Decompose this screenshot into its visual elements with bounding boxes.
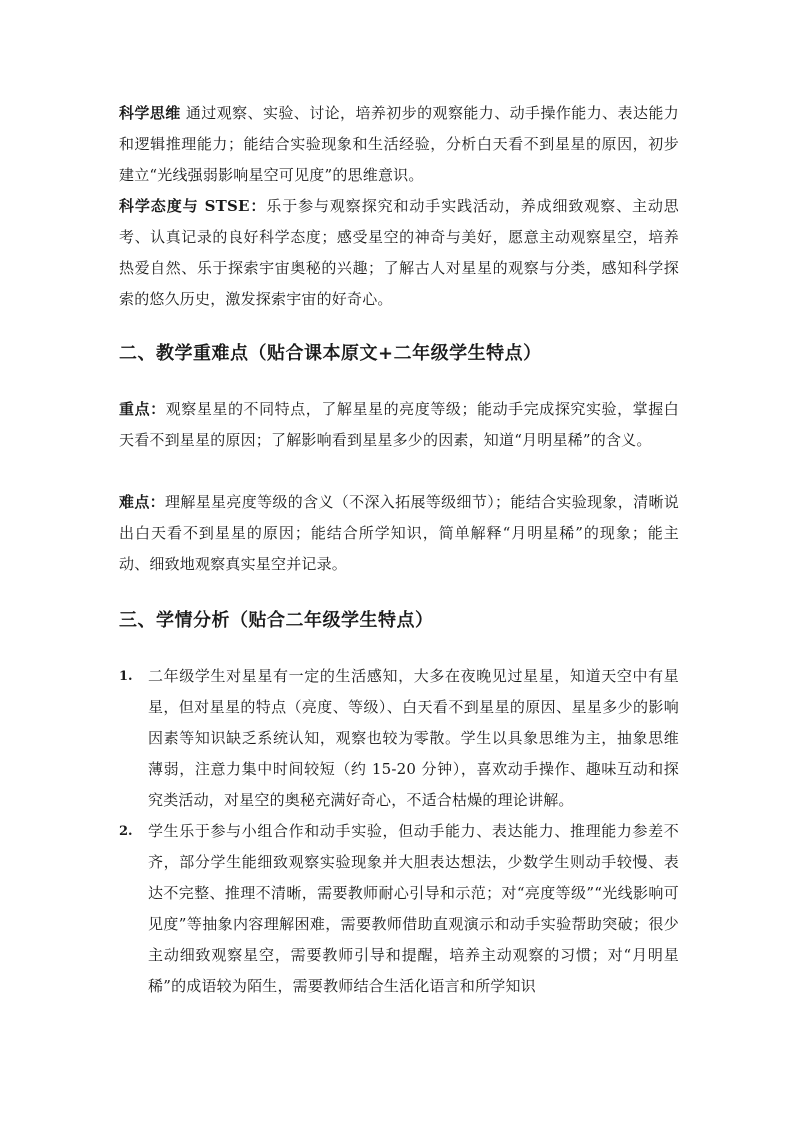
section-heading-learner-analysis: 三、学情分析（贴合二年级学生特点） [119,610,434,631]
difficult-points-text: 理解星星亮度等级的含义（不深入拓展等级细节）；能结合实验现象，清晰说出白天看不到星星的原因；能结合所学知识，简单解释“月明星稀”的现象；能主动、细致地观察真实星空并记录。 [119,493,679,573]
science-thinking-text: 通过观察、实验、讨论，培养初步的观察能力、动手操作能力、表达能力和逻辑推理能力；能结合实验现象和生活经验，分析白天看不到星星的原因，初步建立“光线强弱影响星空可见度”的思维意识。 [119,104,679,184]
list-item-text: 学生乐于参与小组合作和动手实验，但动手能力、表达能力、推理能力参差不齐，部分学生能细致观察实验现象并大胆表达想法，少数学生则动手较慢、表达不完整、推理不清晰，需要教师耐心引导和示范；对“亮度等级”“光线影响可见度”等抽象内容理解困难，需要教师借助直观演示和动手实验帮助突破；很少主动细致观察星空，需要教师引导和提醒，培养主动观察的习惯；对“月明星稀”的成语较为陌生，需要教师结合生活化语言和所学知识 [148,822,679,995]
difficult-points-label: 难点： [119,493,166,511]
science-thinking-label: 科学思维 [119,104,181,122]
list-item-number: 2. [119,824,133,839]
key-points-paragraph [119,394,679,456]
science-attitude-label: 科学态度与 STSE： [119,197,267,215]
list-item [119,661,679,816]
section-heading-key-difficult: 二、教学重难点（贴合课本原文+二年级学生特点） [119,343,542,364]
list-item [119,816,679,1002]
key-points-text: 观察星星的不同特点，了解星星的亮度等级；能动手完成探究实验，掌握白天看不到星星的原因；了解影响看到星星多少的因素，知道“月明星稀”的含义。 [119,400,679,449]
science-thinking-paragraph [119,98,679,191]
list-item-number: 1. [119,669,133,684]
science-attitude-paragraph [119,191,679,315]
difficult-points-paragraph [119,487,679,580]
key-points-label: 重点： [119,400,166,418]
science-attitude-text: 乐于参与观察探究和动手实践活动，养成细致观察、主动思考、认真记录的良好科学态度；感受星空的神奇与美好，愿意主动观察星空，培养热爱自然、乐于探索宇宙奥秘的兴趣；了解古人对星星的观察与分类，感知科学探索的悠久历史，激发探索宇宙的好奇心。 [119,197,680,308]
list-item-text: 二年级学生对星星有一定的生活感知，大多在夜晚见过星星，知道天空中有星星，但对星星的特点（亮度、等级）、白天看不到星星的原因、星星多少的影响因素等知识缺乏系统认知，观察也较为零散。学生以具象思维为主，抽象思维薄弱，注意力集中时间较短（约 15-20 分钟），喜欢动手操作、趣味互动和探究类活动，对星空的奥秘充满好奇心，不适合枯燥的理论讲解。 [148,667,679,809]
